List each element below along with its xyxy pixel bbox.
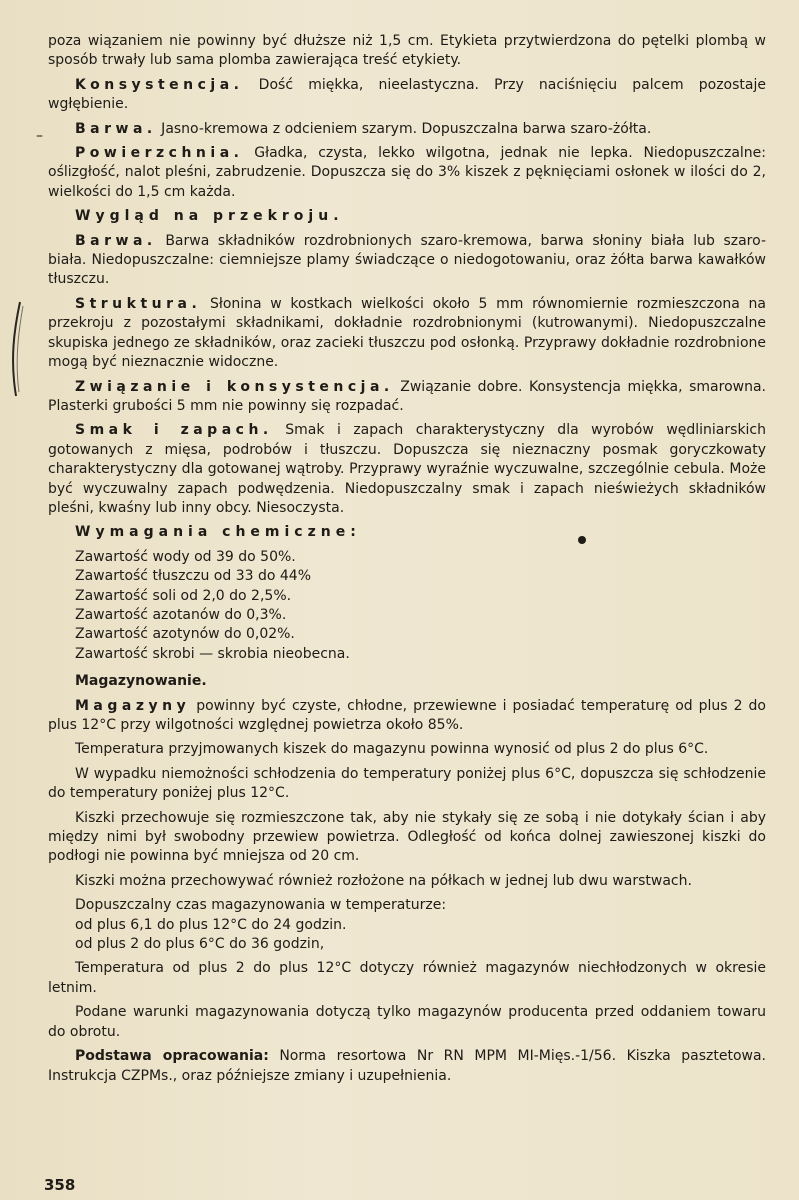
paragraph-storage-5: Kiszki można przechowywać również rozłożone na półkach w jednej lub dwu warstwach. (75, 872, 692, 889)
paragraph-storage-6: Dopuszczalny czas magazynowania w temperaturze: (75, 897, 447, 914)
paragraph-consistency: Konsystencja. Dość miękka, nieelastyczna. Przy naciśnięciu palcem pozostaje wgłębienie. (48, 76, 766, 113)
label-structure: Struktura. (75, 295, 202, 312)
list-item: od plus 6,1 do plus 12°C do 24 godzin. (75, 916, 347, 933)
list-item: Zawartość azotynów do 0,02%. (75, 626, 295, 643)
paragraph-structure: Struktura. Słonina w kostkach wielkości około 5 mm równomiernie rozmieszczona na przekroju z pozostałymi składnikami, dokładnie rozdrobnionymi (kutrowanymi). Niedopuszczalne skupiska jednego ze składników, oraz zacieki tłuszczu pod osłonką. Przyprawy dokładnie rozdrobnione mogą być nieznacznie widoczne. (48, 295, 766, 371)
heading-cross-section: Wygląd na przekroju. (75, 208, 344, 225)
document-body (48, 32, 766, 1091)
label-consistency: Konsystencja. (75, 76, 244, 93)
label-warehouses: Magazyny (75, 697, 191, 714)
label-binding: Związanie i konsystencja. (75, 378, 394, 395)
chemical-list (75, 548, 766, 664)
paragraph-section-color: Barwa. Barwa składników rozdrobnionych szaro-kremowa, barwa słoniny biała lub szaro-biała. Niedopuszczalne: ciemniejsze plamy świadczące o niedogotowaniu, oraz żółta barwa kawałków tłuszczu. (48, 232, 766, 288)
heading-storage: Magazynowanie. (75, 673, 207, 690)
list-item: Zawartość soli od 2,0 do 2,5%. (75, 587, 292, 604)
paragraph-color: Barwa. Jasno-kremowa z odcieniem szarym. Dopuszczalna barwa szaro-żółta. (75, 120, 652, 137)
storage-times-list (75, 916, 766, 955)
label-taste: Smak i zapach. (75, 422, 273, 439)
label-section-color: Barwa. (75, 232, 157, 249)
list-item: od plus 2 do plus 6°C do 36 godzin, (75, 936, 325, 953)
pencil-margin-mark-icon (6, 300, 28, 400)
paragraph-taste: Smak i zapach. Smak i zapach charakterystyczny dla wyrobów wędliniarskich gotowanych z mięsa, podrobów i tłuszczu. Dopuszcza się nieznaczny posmak goryczkowaty charakterystyczny dla gotowanej wątroby. Przyprawy wyraźnie wyczuwalne, szczególnie cebula. Może być wyczuwalny zapach podwędzenia. Niedopuszczalny smak i zapach nieświeżych składników pleśni, kwaśny lub inny obcy. Niesoczysta. (48, 422, 767, 516)
paragraph-storage-1: Magazyny powinny być czyste, chłodne, przewiewne i posiadać temperaturę od plus 2 do plus 12°C przy wilgotności względnej powietrza około 85%. (48, 697, 766, 733)
paragraph-intro: poza wiązaniem nie powinny być dłuższe niż 1,5 cm. Etykieta przytwierdzona do pętelki plombą w sposób trwały lub sama plomba zawierająca treść etykiety. (48, 33, 766, 69)
label-surface: Powierzchnia. (75, 145, 244, 162)
list-item: Zawartość azotanów do 0,3%. (75, 606, 287, 623)
paragraph-storage-7: Temperatura od plus 2 do plus 12°C dotyczy również magazynów niechłodzonych w okresie letnim. (48, 960, 766, 996)
paragraph-storage-4: Kiszki przechowuje się rozmieszczone tak, aby nie stykały się ze sobą i nie dotykały ścian i aby między nimi był swobodny przewiew powietrza. Odległość od końca dolnej zawieszonej kiszki do podłogi nie powinna być mniejsza od 20 cm. (48, 809, 766, 865)
paragraph-storage-2: Temperatura przyjmowanych kiszek do magazynu powinna wynosić od plus 2 do plus 6°C. (75, 741, 709, 758)
paragraph-storage-3: W wypadku niemożności schłodzenia do temperatury poniżej plus 6°C, dopuszcza się schłodzenie do temperatury poniżej plus 12°C. (48, 765, 766, 802)
label-color: Barwa. (75, 120, 157, 137)
paragraph-binding: Związanie i konsystencja. Związanie dobre. Konsystencja miękka, smarowna. Plasterki grubości 5 mm nie powinny się rozpadać. (48, 378, 766, 414)
list-item: Zawartość tłuszczu od 33 do 44% (75, 568, 311, 585)
margin-dash: – (36, 128, 43, 144)
list-item: Zawartość skrobi — skrobia nieobecna. (75, 645, 350, 662)
paragraph-surface: Powierzchnia. Gładka, czysta, lekko wilgotna, jednak nie lepka. Niedopuszczalne: oślizgłość, nalot pleśni, zabrudzenie. Dopuszcza się do 3% kiszek z pęknięciami osłonek w ilości do 2, wielkości do 1,5 cm każda. (48, 145, 766, 200)
paragraph-basis: Podstawa opracowania: Norma resortowa Nr RN MPM MI-Mięs.-1/56. Kiszka pasztetowa. Instrukcja CZPMs., oraz późniejsze zmiany i uzupełnienia. (48, 1048, 766, 1084)
list-item: Zawartość wody od 39 do 50%. (75, 548, 296, 565)
heading-chemical: Wymagania chemiczne: (75, 524, 361, 541)
page-number: 358 (44, 1176, 76, 1194)
label-basis: Podstawa opracowania: (75, 1048, 269, 1065)
paragraph-storage-8: Podane warunki magazynowania dotyczą tylko magazynów producenta przed oddaniem towaru do obrotu. (48, 1004, 766, 1040)
